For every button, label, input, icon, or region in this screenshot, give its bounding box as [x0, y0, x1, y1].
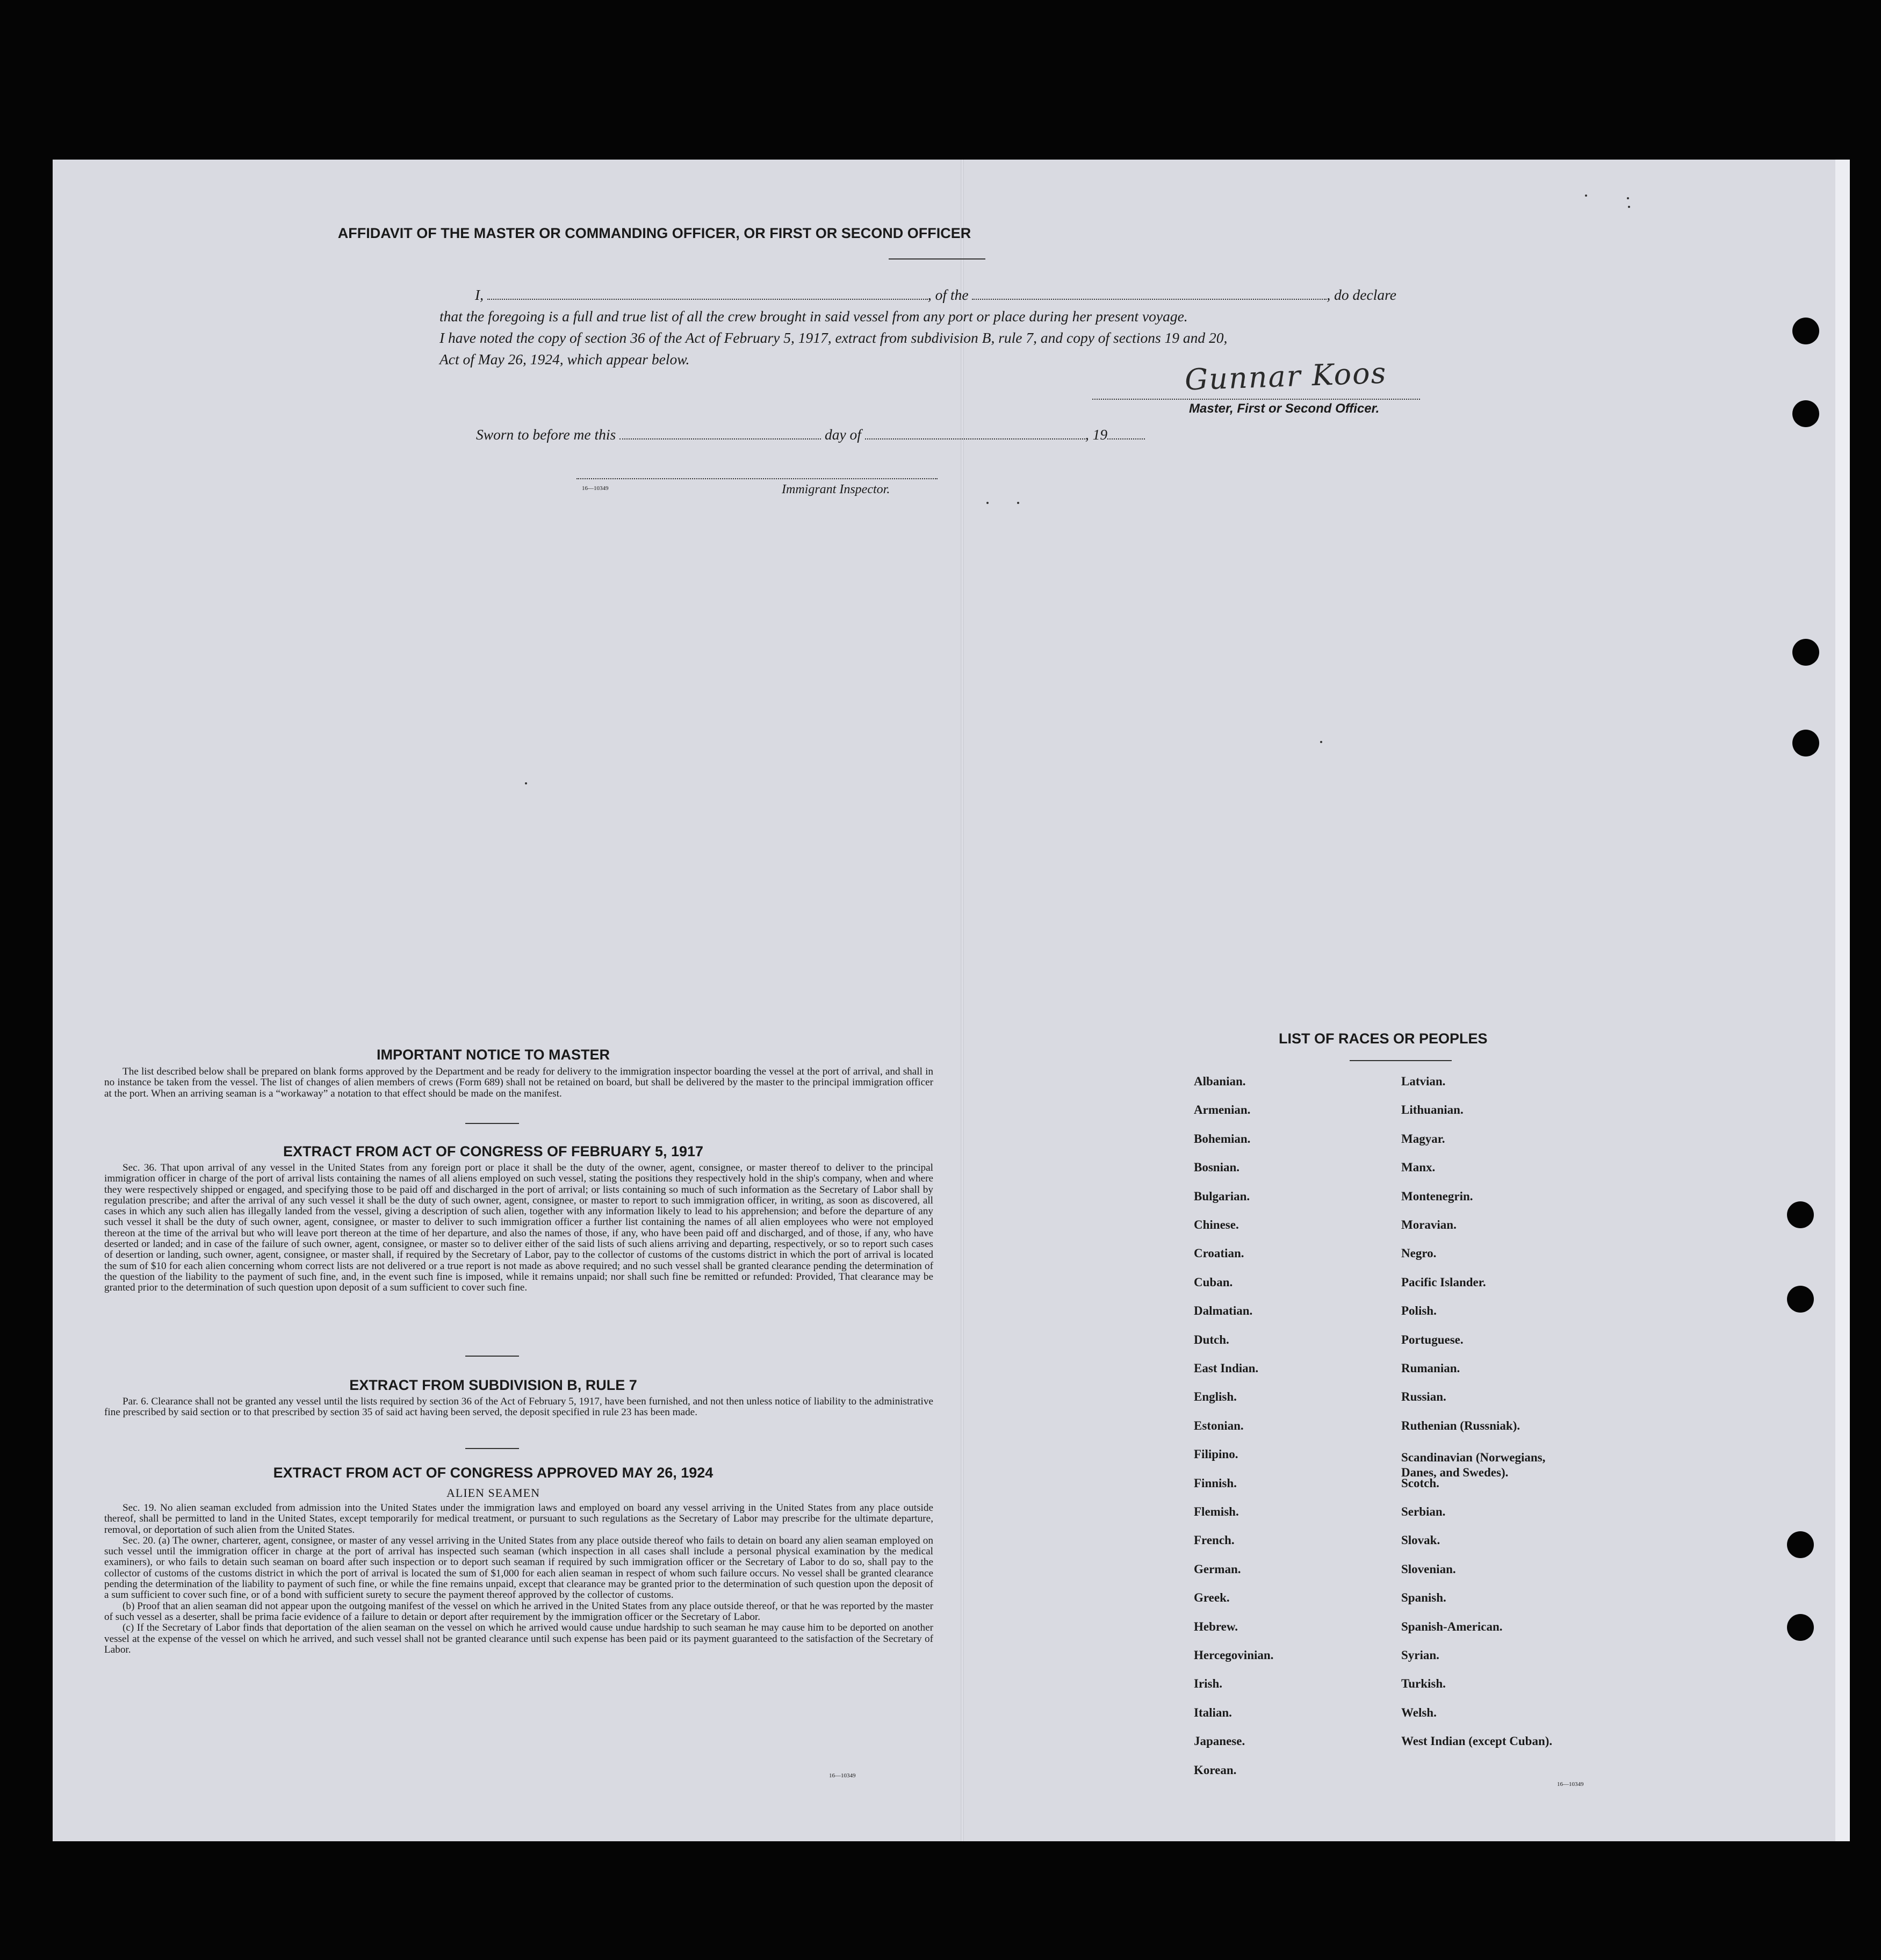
race-item: Polish. [1401, 1304, 1437, 1318]
page-edge [1835, 160, 1850, 1841]
par-6-paragraph: Par. 6. Clearance shall not be granted any vessel until the lists required by section 36 of the Act of February 5, 1917, have been furnished, and not then unless notice of liability to the administrative fine prescribed by said section or to that prescribed by section 35 of said act having been served, the deposit specified in rule 23 has been made. [104, 1396, 933, 1418]
binder-hole [1792, 400, 1819, 427]
speck [986, 502, 989, 504]
affidavit-line-2: that the foregoing is a full and true list of all the crew brought in said vessel from any port or place during her present voyage. [439, 308, 1188, 325]
race-item: Armenian. [1194, 1103, 1251, 1117]
inspector-caption: Immigrant Inspector. [782, 482, 890, 496]
race-item: Ruthenian (Russniak). [1401, 1418, 1520, 1432]
notice-title: IMPORTANT NOTICE TO MASTER [377, 1047, 610, 1063]
race-item: German. [1194, 1562, 1241, 1576]
name-blank [487, 288, 928, 300]
speck [1017, 502, 1019, 504]
race-item: West Indian (except Cuban). [1401, 1734, 1553, 1748]
race-item: Japanese. [1194, 1734, 1245, 1748]
extract-1917-text [104, 1163, 933, 1294]
binder-hole [1792, 730, 1819, 756]
race-item: Magyar. [1401, 1132, 1445, 1145]
race-item: Slovak. [1401, 1533, 1440, 1547]
speck [1585, 194, 1587, 197]
race-item: Dalmatian. [1194, 1304, 1253, 1318]
binder-hole [1792, 318, 1819, 344]
speck [1628, 206, 1630, 208]
notice-paragraph: The list described below shall be prepared on blank forms approved by the Department and be ready for delivery to the immigration inspector boarding the vessel at the port of arrival, and shall in no instance be taken from the vessel. The list of changes of alien members of crews (Form 689) shall not be retained on board, but shall be delivered by the master to the principal immigration officer at the port. When an arriving seaman is a “workaway” a notation to that effect should be made on the manifest. [104, 1066, 933, 1099]
race-item: Manx. [1401, 1161, 1436, 1174]
race-item: English. [1194, 1390, 1237, 1404]
notice-text [104, 1067, 933, 1099]
race-item: Filipino. [1194, 1447, 1238, 1461]
signature: Gunnar Koos [1184, 356, 1388, 397]
sec-20c-paragraph: (c) If the Secretary of Labor finds that deportation of the alien seaman on the vessel on which he arrived would cause undue hardship to such seaman he may cause him to be deported on another vessel at the expense of the vessel on which he arrived, and such vessel shall not be granted clearance until such expense has been paid or its payment guaranteed to the satisfaction of the Secretary of Labor. [104, 1622, 933, 1655]
binder-hole [1787, 1286, 1814, 1313]
form-number-left: 16—10349 [829, 1772, 856, 1779]
title-rule [889, 258, 985, 260]
race-item: Hercegovinian. [1194, 1648, 1274, 1662]
affidavit-line-3: I have noted the copy of section 36 of the Act of February 5, 1917, extract from subdivision B, rule 7, and copy of sections 19 and 20, [439, 329, 1228, 346]
race-item: Pacific Islander. [1401, 1275, 1486, 1289]
race-item: Flemish. [1194, 1505, 1239, 1518]
race-item: Finnish. [1194, 1476, 1237, 1490]
binder-hole [1787, 1531, 1814, 1558]
speck [1627, 197, 1629, 199]
form-number-right: 16—10349 [1557, 1781, 1584, 1788]
race-item: Negro. [1401, 1246, 1437, 1260]
extract-1924-title: EXTRACT FROM ACT OF CONGRESS APPROVED MAY 26, 1924 [273, 1465, 714, 1481]
extract-1924-text [104, 1503, 933, 1655]
race-item: East Indian. [1194, 1361, 1259, 1375]
affidavit-of-the: , of the [927, 286, 969, 303]
race-item: Greek. [1194, 1591, 1230, 1605]
sec-36-paragraph: Sec. 36. That upon arrival of any vessel in the United States from any foreign port or place it shall be the duty of the owner, agent, consignee, or master thereof to deliver to the principal immigration officer in charge of the port of arrival lists containing the names of all aliens employed on such vessel, stating the positions they respectively hold in the ship's company, when and where they were respectively shipped or engaged, and specifying those to be paid off and discharged in the port of arrival; or lists containing so much of such information as the Secretary of Labor shall by regulation prescribe; and after the arrival of any such vessel it shall be the duty of such owner, agent, consignee, or master to report to such immigration officer, in writing, as soon as discovered, all cases in which any such alien has illegally landed from the vessel, giving a description of such alien, together with any information likely to lead to his apprehension; and before the departure of any such vessel it shall be the duty of such owner, agent, consignee, or master to deliver to such immigration officer a further list containing the names of all alien employees who were not employed thereon at the time of the arrival but who will leave port thereon at the time of her departure, and also the names of those, if any, who have been paid off and discharged, and of those, if any, who have deserted or landed; and in case of the failure of such owner, agent, consignee, or master so to deliver either of the said lists of such aliens arriving and departing, respectively, or so to report such cases of desertion or landing, such owner, agent, consignee, or master shall, if required by the Secretary of Labor, pay to the collector of customs of the customs district in which the port of arrival is located the sum of $10 for each alien concerning whom correct lists are not delivered or a true report is not made as above required; and no such vessel shall be granted clearance pending the determination of the question of the liability to the payment of such fine, and, in the event such fine is imposed, while it remains unpaid; nor shall such fine be remitted or refunded: Provided, That clearance may be granted prior to the determination of such question upon deposit of a sum sufficient to cover such fine. [104, 1162, 933, 1294]
race-item: Russian. [1401, 1390, 1446, 1404]
sworn-year: , 19 [1085, 426, 1108, 443]
page-fold [961, 160, 964, 1841]
section-rule [465, 1123, 519, 1124]
document-page [53, 160, 1850, 1841]
race-item: Irish. [1194, 1677, 1223, 1691]
race-item: Bosnian. [1194, 1161, 1240, 1174]
vessel-blank [972, 288, 1327, 300]
sworn-date-blank [619, 428, 821, 439]
race-item: Spanish-American. [1401, 1619, 1503, 1633]
binder-hole [1787, 1201, 1814, 1228]
extract-rule7-title: EXTRACT FROM SUBDIVISION B, RULE 7 [349, 1377, 637, 1393]
speck [525, 782, 527, 784]
sec-20b-paragraph: (b) Proof that an alien seaman did not appear upon the outgoing manifest of the vessel on which he arrived in the United States from any place outside thereof, or that he was reported by the master of such vessel as a deserter, shall be prima facie evidence of a failure to detain or deport after requirement by the immigration officer or the Secretary of Labor. [104, 1600, 933, 1623]
form-number-top: 16—10349 [582, 485, 609, 492]
race-item: Welsh. [1401, 1705, 1437, 1719]
race-item: Spanish. [1401, 1591, 1446, 1605]
race-item: Bohemian. [1194, 1132, 1251, 1145]
race-item: Montenegrin. [1401, 1189, 1473, 1203]
alien-seamen-subtitle: ALIEN SEAMEN [446, 1486, 540, 1500]
sworn-month-blank [865, 428, 1085, 439]
extract-rule7-text [104, 1396, 933, 1418]
extract-1917-title: EXTRACT FROM ACT OF CONGRESS OF FEBRUARY 5, 1917 [283, 1143, 704, 1159]
race-item: Dutch. [1194, 1332, 1229, 1346]
race-item: Turkish. [1401, 1677, 1446, 1691]
race-item: Cuban. [1194, 1275, 1233, 1289]
race-item: Syrian. [1401, 1648, 1439, 1662]
races-rule [1350, 1060, 1452, 1061]
sec-20a-paragraph: Sec. 20. (a) The owner, charterer, agent, consignee, or master of any vessel arriving in the United States from any place outside thereof who fails to detain on board any alien seaman employed on such vessel until the immigration officer in charge at the port of arrival has inspected such seaman (which inspection in all cases shall include a personal physical examination by the medical examiners), or who fails to detain such seaman on board after such inspection or to deport such seaman if required by such immigration officer or the Secretary of Labor to do so, shall pay to the collector of customs of the customs district in which the port of arrival is located the sum of $1,000 for each alien seaman in respect of whom such failure occurs. No vessel shall be granted clearance pending the determination of the liability to payment of such fine, or while the fine remains unpaid, except that clearance may be granted prior to the determination of such question upon the deposit of a sum sufficient to cover such fine, or of a bond with sufficient surety to secure the payment thereof approved by the collector of customs. [104, 1534, 933, 1601]
race-item: Latvian. [1401, 1075, 1446, 1088]
race-item: Croatian. [1194, 1246, 1244, 1260]
speck [1320, 741, 1322, 743]
race-item: Rumanian. [1401, 1361, 1460, 1375]
race-item: Italian. [1194, 1705, 1232, 1719]
affidavit-declare: , do declare [1327, 286, 1396, 303]
race-item: Korean. [1194, 1763, 1237, 1777]
section-rule [465, 1356, 519, 1357]
sworn-year-blank [1107, 428, 1145, 439]
race-item: Moravian. [1401, 1218, 1457, 1231]
race-item: Lithuanian. [1401, 1103, 1464, 1117]
affidavit-title: AFFIDAVIT OF THE MASTER OR COMMANDING OFFICER, OR FIRST OR SECOND OFFICER [337, 225, 971, 241]
race-item: Scotch. [1401, 1476, 1439, 1490]
race-item: Scandinavian (Norwegians, [1401, 1451, 1546, 1465]
inspector-line [576, 478, 938, 479]
sec-19-paragraph: Sec. 19. No alien seaman excluded from admission into the United States under the immigration laws and employed on board any vessel arriving in the United States from any place outside thereof, shall be permitted to land in the United States, except temporarily for medical treatment, or pursuant to such regulations as the Secretary of Labor may prescribe for the ultimate departure, removal, or deportation of such alien from the United States. [104, 1502, 933, 1536]
affidavit-line-4: Act of May 26, 1924, which appear below. [439, 351, 690, 367]
race-item: Bulgarian. [1194, 1189, 1250, 1203]
sworn-day-of: day of [824, 426, 861, 443]
binder-hole [1792, 639, 1819, 666]
affidavit-i: I, [475, 286, 484, 303]
sworn-prefix: Sworn to before me this [476, 426, 616, 443]
race-item: Albanian. [1194, 1075, 1246, 1088]
race-item: Serbian. [1401, 1505, 1446, 1518]
race-item: Hebrew. [1194, 1619, 1238, 1633]
race-item: Estonian. [1194, 1418, 1244, 1432]
signature-caption: Master, First or Second Officer. [1189, 401, 1380, 416]
signature-line [1092, 399, 1420, 400]
race-item: Slovenian. [1401, 1562, 1456, 1576]
race-item: Danes, and Swedes). [1401, 1466, 1509, 1480]
binder-hole [1787, 1614, 1814, 1641]
race-item: Chinese. [1194, 1218, 1239, 1231]
races-title: LIST OF RACES OR PEOPLES [1279, 1031, 1488, 1047]
section-rule [465, 1448, 519, 1449]
race-item: French. [1194, 1533, 1235, 1547]
sworn-line [476, 424, 1145, 445]
race-item: Portuguese. [1401, 1332, 1464, 1346]
